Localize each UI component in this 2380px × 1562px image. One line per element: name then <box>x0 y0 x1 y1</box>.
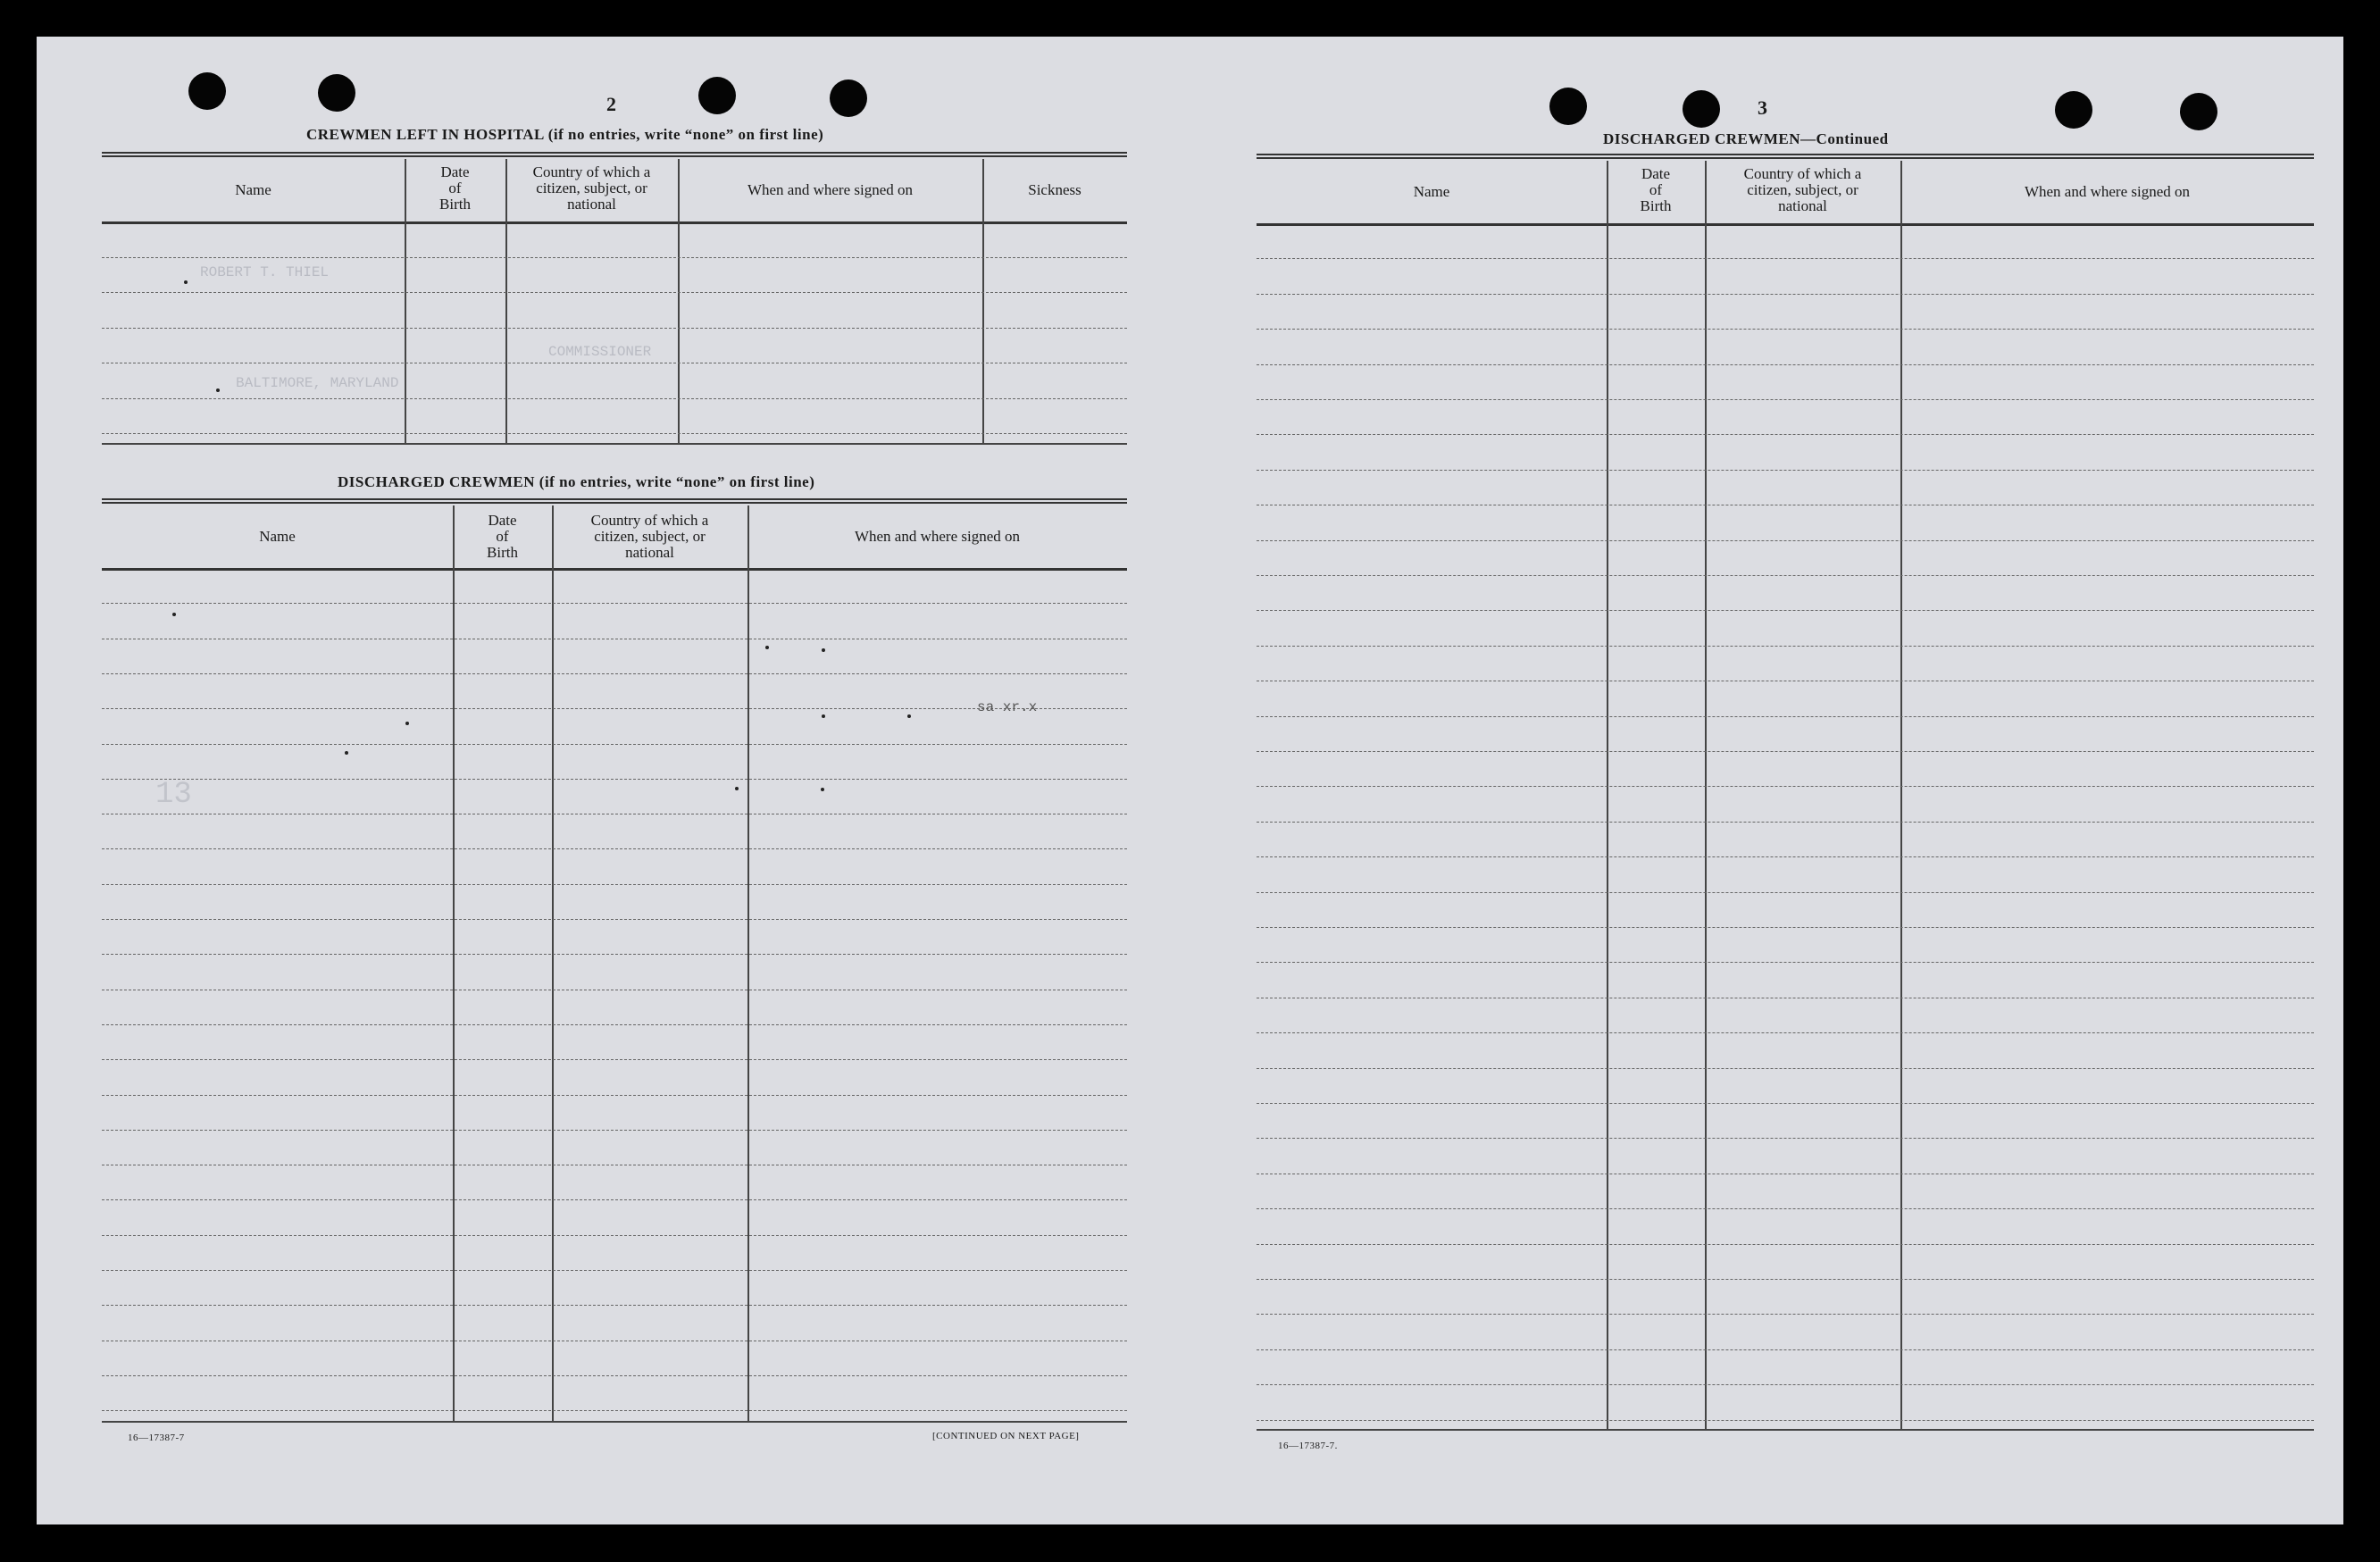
faint-bleed-text: BALTIMORE, MARYLAND <box>236 375 399 391</box>
table-row <box>102 744 1127 745</box>
cont-header-signed: When and where signed on <box>2024 183 2191 200</box>
table-row <box>1257 892 2314 893</box>
typewriter-dot <box>345 751 348 755</box>
hospital-header-sickness: Sickness <box>1028 181 1081 198</box>
discharged-cont-table <box>1257 161 2314 1431</box>
table-row <box>102 292 1127 293</box>
table-row <box>1257 540 2314 541</box>
punch-hole <box>2180 93 2217 130</box>
table-row <box>1257 294 2314 295</box>
hospital-title-text: CREWMEN LEFT IN HOSPITAL <box>306 126 544 143</box>
table-row <box>1257 1103 2314 1104</box>
table-row <box>1257 751 2314 752</box>
table-row <box>102 1235 1127 1236</box>
table-row <box>102 673 1127 674</box>
hospital-title-note: (if no entries, write “none” on first line) <box>547 126 824 143</box>
table-row <box>102 1095 1127 1096</box>
table-row <box>1257 962 2314 963</box>
table-row <box>102 919 1127 920</box>
hospital-rows <box>102 221 1127 445</box>
page-number-right: 3 <box>1758 96 1767 119</box>
table-row <box>1257 610 2314 611</box>
table-row <box>1257 434 2314 435</box>
punch-hole <box>698 77 736 114</box>
discharged-cont-rows <box>1257 223 2314 1431</box>
table-row <box>1257 1384 2314 1385</box>
discharged-cont-top-rule <box>1257 154 2314 159</box>
table-row <box>1257 1420 2314 1421</box>
form-number-right: 16—17387-7. <box>1278 1441 1338 1451</box>
table-row <box>102 1270 1127 1271</box>
table-row <box>102 1375 1127 1376</box>
table-row <box>102 603 1127 604</box>
cont-header-dob: Date of Birth <box>1640 165 1672 214</box>
typewriter-dot <box>907 714 911 718</box>
table-row <box>1257 1138 2314 1139</box>
table-row <box>102 1305 1127 1306</box>
typewriter-dot <box>184 280 188 284</box>
table-row <box>1257 470 2314 471</box>
table-row <box>1257 927 2314 928</box>
typewriter-dot <box>821 788 824 791</box>
punch-hole <box>188 72 226 110</box>
table-row <box>1257 364 2314 365</box>
page-number-left: 2 <box>606 93 616 115</box>
punch-hole <box>1683 90 1720 128</box>
table-row <box>1257 822 2314 823</box>
table-row <box>102 1059 1127 1060</box>
typewriter-dot <box>822 648 825 652</box>
typewriter-dot <box>735 787 739 790</box>
hospital-section-title <box>306 126 823 144</box>
document-sheet <box>37 37 2343 1524</box>
table-row <box>102 708 1127 709</box>
discharged-bottom-rule <box>102 1421 1127 1423</box>
discharged-table <box>102 505 1127 1423</box>
table-row <box>102 1024 1127 1025</box>
table-row <box>102 1199 1127 1200</box>
table-row <box>102 1130 1127 1131</box>
hospital-top-rule <box>102 152 1127 157</box>
typewriter-dot <box>822 714 825 718</box>
table-row <box>102 328 1127 329</box>
continued-note: [CONTINUED ON NEXT PAGE] <box>932 1431 1080 1441</box>
typewriter-dot <box>405 722 409 725</box>
hospital-bottom-rule <box>102 443 1127 445</box>
table-row <box>1257 258 2314 259</box>
discharged-section-title <box>338 473 814 491</box>
table-row <box>1257 329 2314 330</box>
table-row <box>1257 1349 2314 1350</box>
table-row <box>1257 1314 2314 1315</box>
table-row <box>102 884 1127 885</box>
table-row <box>102 848 1127 849</box>
table-row <box>102 779 1127 780</box>
table-row <box>1257 856 2314 857</box>
discharged-cont-title: DISCHARGED CREWMEN—Continued <box>1603 130 1889 147</box>
table-row <box>1257 1032 2314 1033</box>
faint-bleed-text: ROBERT T. THIEL <box>200 264 330 280</box>
hospital-header-signed: When and where signed on <box>747 181 914 198</box>
discharged-header-country: Country of which a citizen, subject, or national <box>590 512 709 561</box>
discharged-header-name: Name <box>259 528 296 545</box>
table-row <box>1257 1244 2314 1245</box>
table-row <box>102 954 1127 955</box>
typewriter-dot <box>216 388 220 392</box>
cont-header-name: Name <box>1413 183 1450 200</box>
form-number-left: 16—17387-7 <box>128 1433 185 1443</box>
discharged-title-text: DISCHARGED CREWMEN <box>338 473 536 490</box>
punch-hole <box>1549 88 1587 125</box>
discharged-rows <box>102 568 1127 1423</box>
discharged-title-note: (if no entries, write “none” on first line) <box>539 473 815 490</box>
table-row <box>1257 575 2314 576</box>
punch-hole <box>2055 91 2092 129</box>
hospital-header-name: Name <box>235 181 271 198</box>
typewriter-dot <box>172 613 176 616</box>
hospital-header-dob: Date of Birth <box>439 163 471 213</box>
discharged-header-dob: Date of Birth <box>487 512 518 561</box>
cont-header-country: Country of which a citizen, subject, or national <box>1743 165 1862 214</box>
hospital-header-country: Country of which a citizen, subject, or national <box>532 163 651 213</box>
table-row <box>1257 1279 2314 1280</box>
typed-fragment: sa xr.x <box>977 699 1038 715</box>
table-row <box>1257 646 2314 647</box>
table-row <box>102 257 1127 258</box>
margin-mark: 13 <box>155 778 192 812</box>
table-row <box>1257 716 2314 717</box>
discharged-top-rule <box>102 498 1127 504</box>
table-row <box>1257 399 2314 400</box>
table-row <box>1257 786 2314 787</box>
hospital-table <box>102 159 1127 445</box>
table-row <box>102 433 1127 434</box>
faint-bleed-text: COMMISSIONER <box>548 344 652 360</box>
table-row <box>1257 1068 2314 1069</box>
punch-hole <box>830 79 867 117</box>
table-row <box>102 1410 1127 1411</box>
discharged-header-signed: When and where signed on <box>854 528 1021 545</box>
discharged-cont-bottom-rule <box>1257 1429 2314 1431</box>
table-row <box>102 398 1127 399</box>
table-row <box>1257 1208 2314 1209</box>
punch-hole <box>318 74 355 112</box>
typewriter-dot <box>765 646 769 649</box>
